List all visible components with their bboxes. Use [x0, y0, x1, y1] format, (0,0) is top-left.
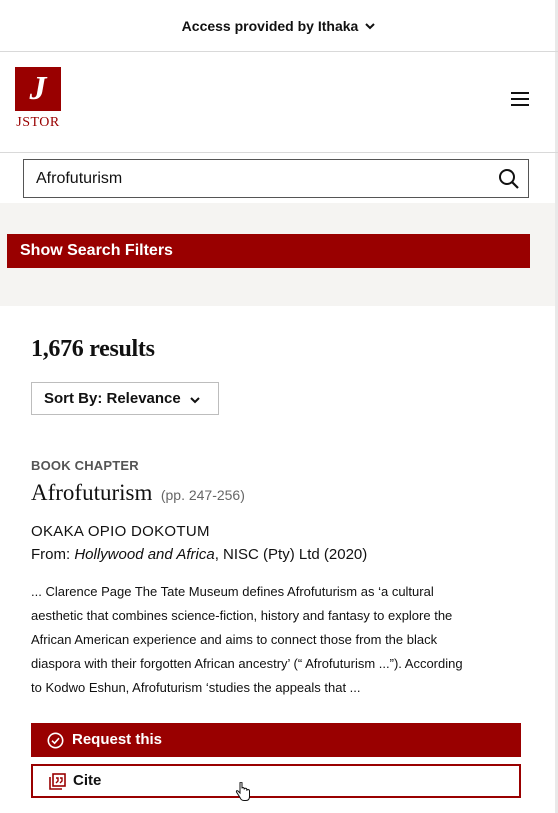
sort-dropdown[interactable] [31, 382, 219, 415]
book-title-link[interactable]: Hollywood and Africa [74, 546, 215, 563]
snippet-line: African American experience and aims to connect those from the black [31, 632, 438, 647]
check-circle-icon [47, 732, 64, 749]
cite-label: Cite [73, 772, 102, 789]
result-title-link[interactable]: Afrofuturism [31, 480, 153, 505]
content-type-label: BOOK CHAPTER [31, 458, 139, 473]
snippet-line: diaspora with their forgotten African ancestry’ (“ Afrofuturism ...”). According [31, 656, 463, 671]
filter-band [0, 203, 555, 306]
jstor-logo[interactable] [14, 67, 62, 133]
search-bar [0, 153, 558, 203]
pointer-cursor-icon [235, 782, 251, 802]
access-provider-text[interactable]: Access provided by Ithaka [181, 17, 359, 34]
snippet-line: ... Clarence Page The Tate Museum defines Afrofuturism as ‘a cultural [31, 584, 434, 599]
search-icon[interactable] [498, 168, 520, 190]
chevron-down-icon[interactable] [364, 20, 376, 32]
access-bar[interactable] [0, 0, 558, 52]
page-range: (pp. 247-256) [160, 487, 245, 503]
snippet-line: aesthetic that combines science-fiction, history and fantasy to explore the [31, 608, 453, 623]
search-box [23, 159, 529, 198]
publisher-text: , NISC (Pty) Ltd (2020) [214, 546, 368, 563]
request-this-button[interactable] [31, 723, 521, 757]
site-header [0, 52, 558, 153]
hamburger-menu-icon[interactable] [511, 92, 529, 108]
snippet-line: to Kodwo Eshun, Afrofuturism ‘studies the appeals that ... [31, 680, 361, 695]
jstor-logo-mark: J [15, 67, 61, 111]
search-input[interactable] [36, 168, 476, 190]
result-snippet [31, 580, 501, 700]
results-count: 1,676 results [31, 336, 155, 362]
from-prefix: From: [31, 546, 75, 563]
cite-button[interactable] [31, 764, 521, 798]
chevron-down-icon [189, 394, 201, 406]
result-source [31, 546, 367, 563]
result-author: OKAKA OPIO DOKOTUM [31, 523, 210, 540]
cite-quote-icon [49, 773, 66, 790]
sort-label: Sort By: Relevance [44, 390, 181, 407]
jstor-logo-text: JSTOR [16, 115, 60, 130]
show-search-filters-button[interactable]: Show Search Filters [7, 234, 530, 268]
result-title-line [31, 480, 245, 506]
request-this-label: Request this [72, 731, 163, 748]
